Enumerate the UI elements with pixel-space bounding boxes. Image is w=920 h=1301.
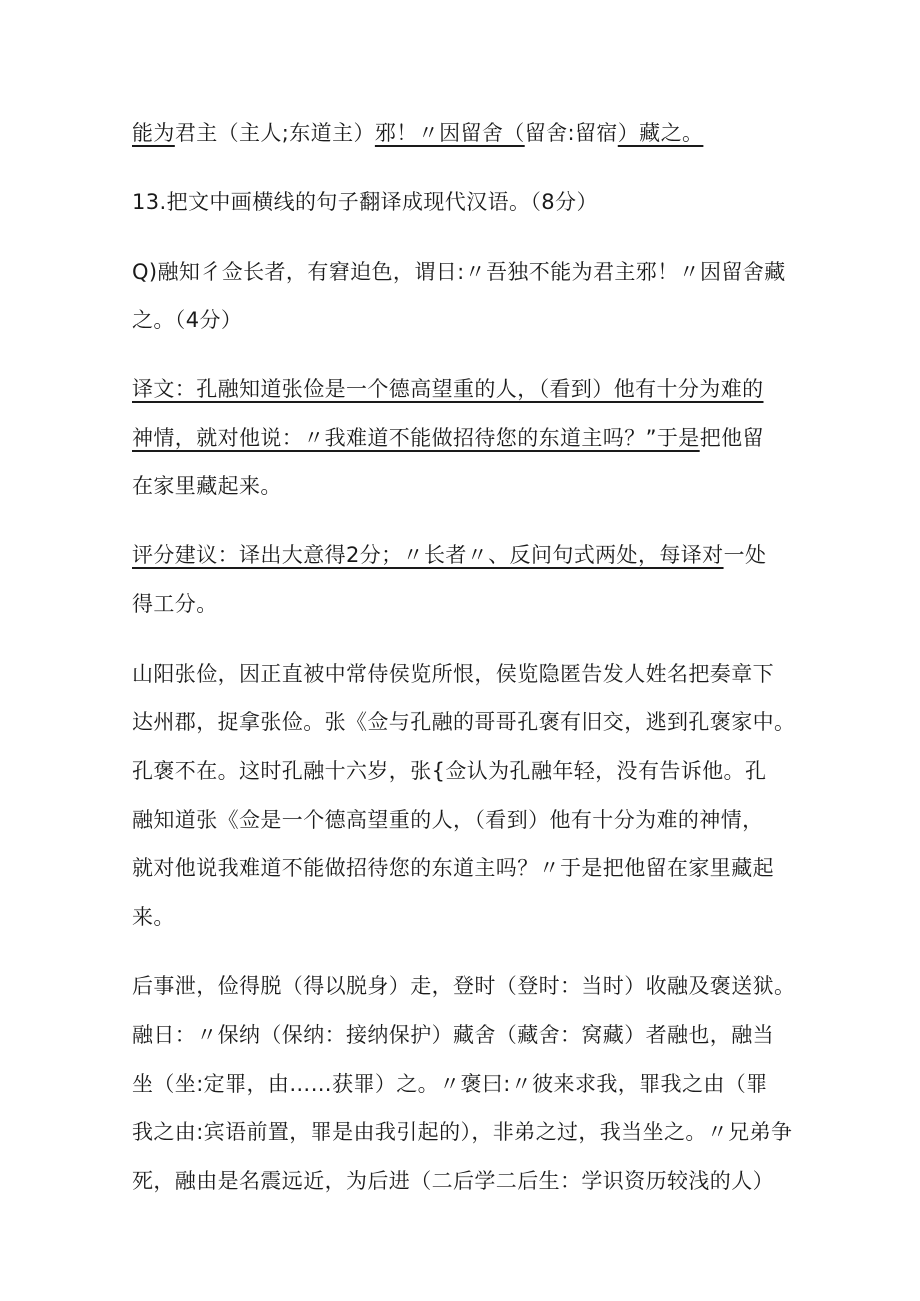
question-heading: 13.把文中画横线的句子翻译成现代汉语。（8分）	[132, 190, 598, 214]
text-segment: 把他留	[699, 426, 764, 450]
underlined-phrase: ）藏之。	[617, 121, 704, 145]
paragraph-2-line-1: 后事泄，俭得脱（得以脱身）走，登时（登时：当时）收融及褒送狱。	[132, 974, 796, 998]
paragraph-1-line-2: 达州郡，捉拿张俭。张《佥与孔融的哥哥孔褒有旧交，逃到孔褒家中。	[132, 710, 796, 734]
text-segment: 君主（主人;东道主）	[174, 121, 375, 145]
text-segment: 一处	[723, 543, 767, 567]
paragraph-1-line-1: 山阳张俭，因正直被中常侍侯览所恨，侯览隐匿告发人姓名把奏章下	[132, 662, 774, 686]
text-segment: 留舍:留宿	[524, 121, 618, 145]
paragraph-1-line-6: 来。	[132, 905, 175, 929]
scoring-line-1	[132, 541, 766, 569]
source-sentence-line-1: Q)融知彳佥长者，有窘迫色，谓日:〃吾独不能为君主邪！〃因留舍藏	[132, 260, 786, 284]
source-sentence-line-2: 之。（4分）	[132, 308, 243, 332]
paragraph-1-line-4: 融知道张《佥是一个德高望重的人，（看到）他有十分为难的神情，	[132, 808, 764, 832]
paragraph-1-line-5: 就对他说我难道不能做招待您的东道主吗？〃于是把他留在家里藏起	[132, 856, 774, 880]
text-line-1	[132, 119, 703, 147]
paragraph-2-line-5: 死，融由是名震远近，为后进（二后学二后生：学识资历较浅的人）	[132, 1169, 774, 1193]
translation-line-1: 译文：孔融知道张俭是一个德高望重的人，（看到）他有十分为难的	[132, 377, 764, 401]
underlined-phrase: 评分建议：译出大意得2分；〃长者〃、反问句式两处，每译对	[132, 543, 724, 567]
underlined-phrase: 能为	[132, 121, 175, 145]
paragraph-2-line-3: 坐（坐:定罪，由……获罪）之。〃褒曰:〃彼来求我，罪我之由（罪	[132, 1072, 768, 1096]
paragraph-2-line-4: 我之由:宾语前置，罪是由我引起的），非弟之过，我当坐之。〃兄弟争	[132, 1120, 793, 1144]
scoring-line-2: 得工分。	[132, 592, 218, 616]
underlined-phrase: 邪！〃因留舍（	[374, 121, 525, 145]
paragraph-1-line-3: 孔褒不在。这时孔融十六岁，张{佥认为孔融年轻，没有告诉他。孔	[132, 759, 767, 783]
underlined-phrase: 神情，就对他说：〃我难道不能做招待您的东道主吗？”于是	[132, 426, 700, 450]
translation-line-2	[132, 424, 764, 452]
translation-line-3: 在家里藏起来。	[132, 474, 282, 498]
paragraph-2-line-2: 融日：〃保纳（保纳：接纳保护）藏舍（藏舍：窝藏）者融也，融当	[132, 1023, 774, 1047]
